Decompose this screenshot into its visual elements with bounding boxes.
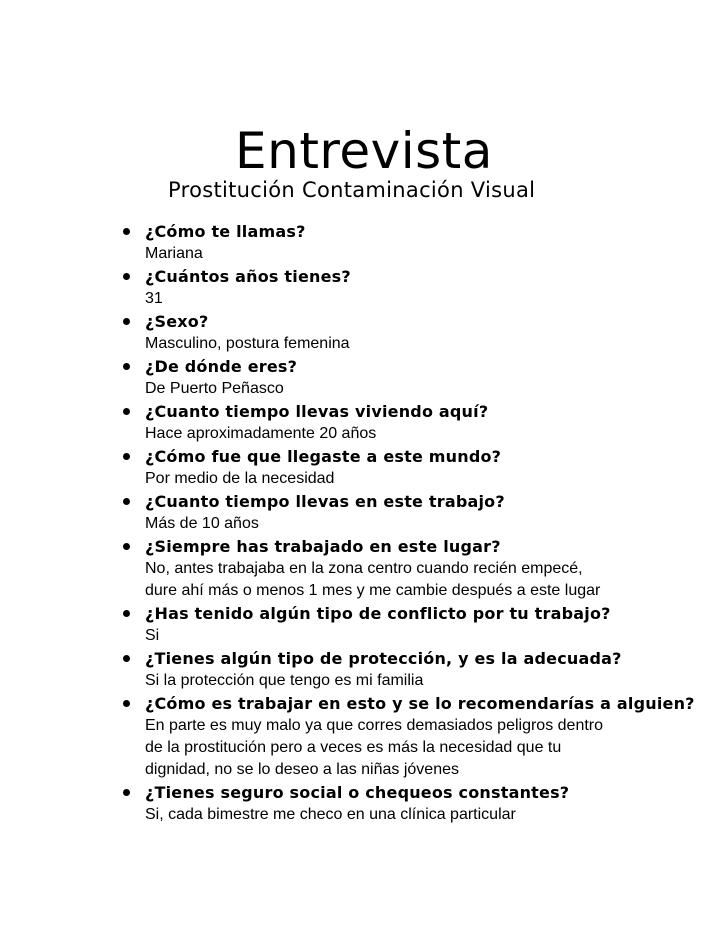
bullet-icon [118,404,134,420]
bullet-icon [118,269,134,285]
interview-item [0,445,728,490]
interview-item [0,220,728,265]
interview-question: ¿Tienes algún tipo de protección, y es la adecuada? [145,649,622,668]
bullet-icon [118,359,134,375]
bullet-icon [118,314,134,330]
bullet-icon [118,606,134,622]
interview-answer: Hace aproximadamente 20 años [145,425,377,442]
interview-answer: Si, cada bimestre me checo en una clínica particular [145,806,516,823]
interview-item [0,490,728,535]
interview-answer: Mariana [145,245,203,262]
bullet-icon [118,651,134,667]
interview-item [0,692,728,781]
interview-item [0,647,728,692]
interview-question: ¿Tienes seguro social o chequeos constantes? [145,783,570,802]
interview-item [0,781,728,826]
interview-answer: No, antes trabajaba en la zona centro cuando recién empecé, dure ahí más o menos 1 mes y me cambie después a este lugar [145,560,601,599]
interview-item [0,602,728,647]
interview-item [0,355,728,400]
interview-question-list [0,220,728,826]
interview-question: ¿Siempre has trabajado en este lugar? [145,537,501,556]
document-title: Entrevista [235,121,493,180]
interview-question: ¿Cómo es trabajar en esto y se lo recomendarías a alguien? [145,694,695,713]
interview-question: ¿Cuanto tiempo llevas en este trabajo? [145,492,505,511]
interview-answer: Más de 10 años [145,515,259,532]
interview-answer: Masculino, postura femenina [145,335,350,352]
bullet-icon [118,539,134,555]
interview-question: ¿Cómo te llamas? [145,222,306,241]
interview-answer: Si [145,627,160,644]
document-subtitle: Prostitución Contaminación Visual [168,178,536,202]
interview-question: ¿Cuántos años tienes? [145,267,351,286]
bullet-icon [118,785,134,801]
interview-answer: En parte es muy malo ya que corres demasiados peligros dentro de la prostitución pero a veces es más la necesidad que tu dignidad, no se lo deseo a las niñas jóvenes [145,717,604,778]
bullet-icon [118,449,134,465]
interview-item [0,400,728,445]
interview-item [0,535,728,602]
interview-answer: De Puerto Peñasco [145,380,284,397]
bullet-icon [118,494,134,510]
interview-answer: Si la protección que tengo es mi familia [145,672,424,689]
interview-question: ¿Cuanto tiempo llevas viviendo aquí? [145,402,489,421]
interview-answer: 31 [145,290,163,307]
interview-item [0,310,728,355]
interview-question: ¿Has tenido algún tipo de conflicto por tu trabajo? [145,604,611,623]
interview-question: ¿Sexo? [145,312,209,331]
interview-answer: Por medio de la necesidad [145,470,335,487]
bullet-icon [118,696,134,712]
interview-question: ¿Cómo fue que llegaste a este mundo? [145,447,502,466]
bullet-icon [118,224,134,240]
interview-question: ¿De dónde eres? [145,357,298,376]
interview-item [0,265,728,310]
